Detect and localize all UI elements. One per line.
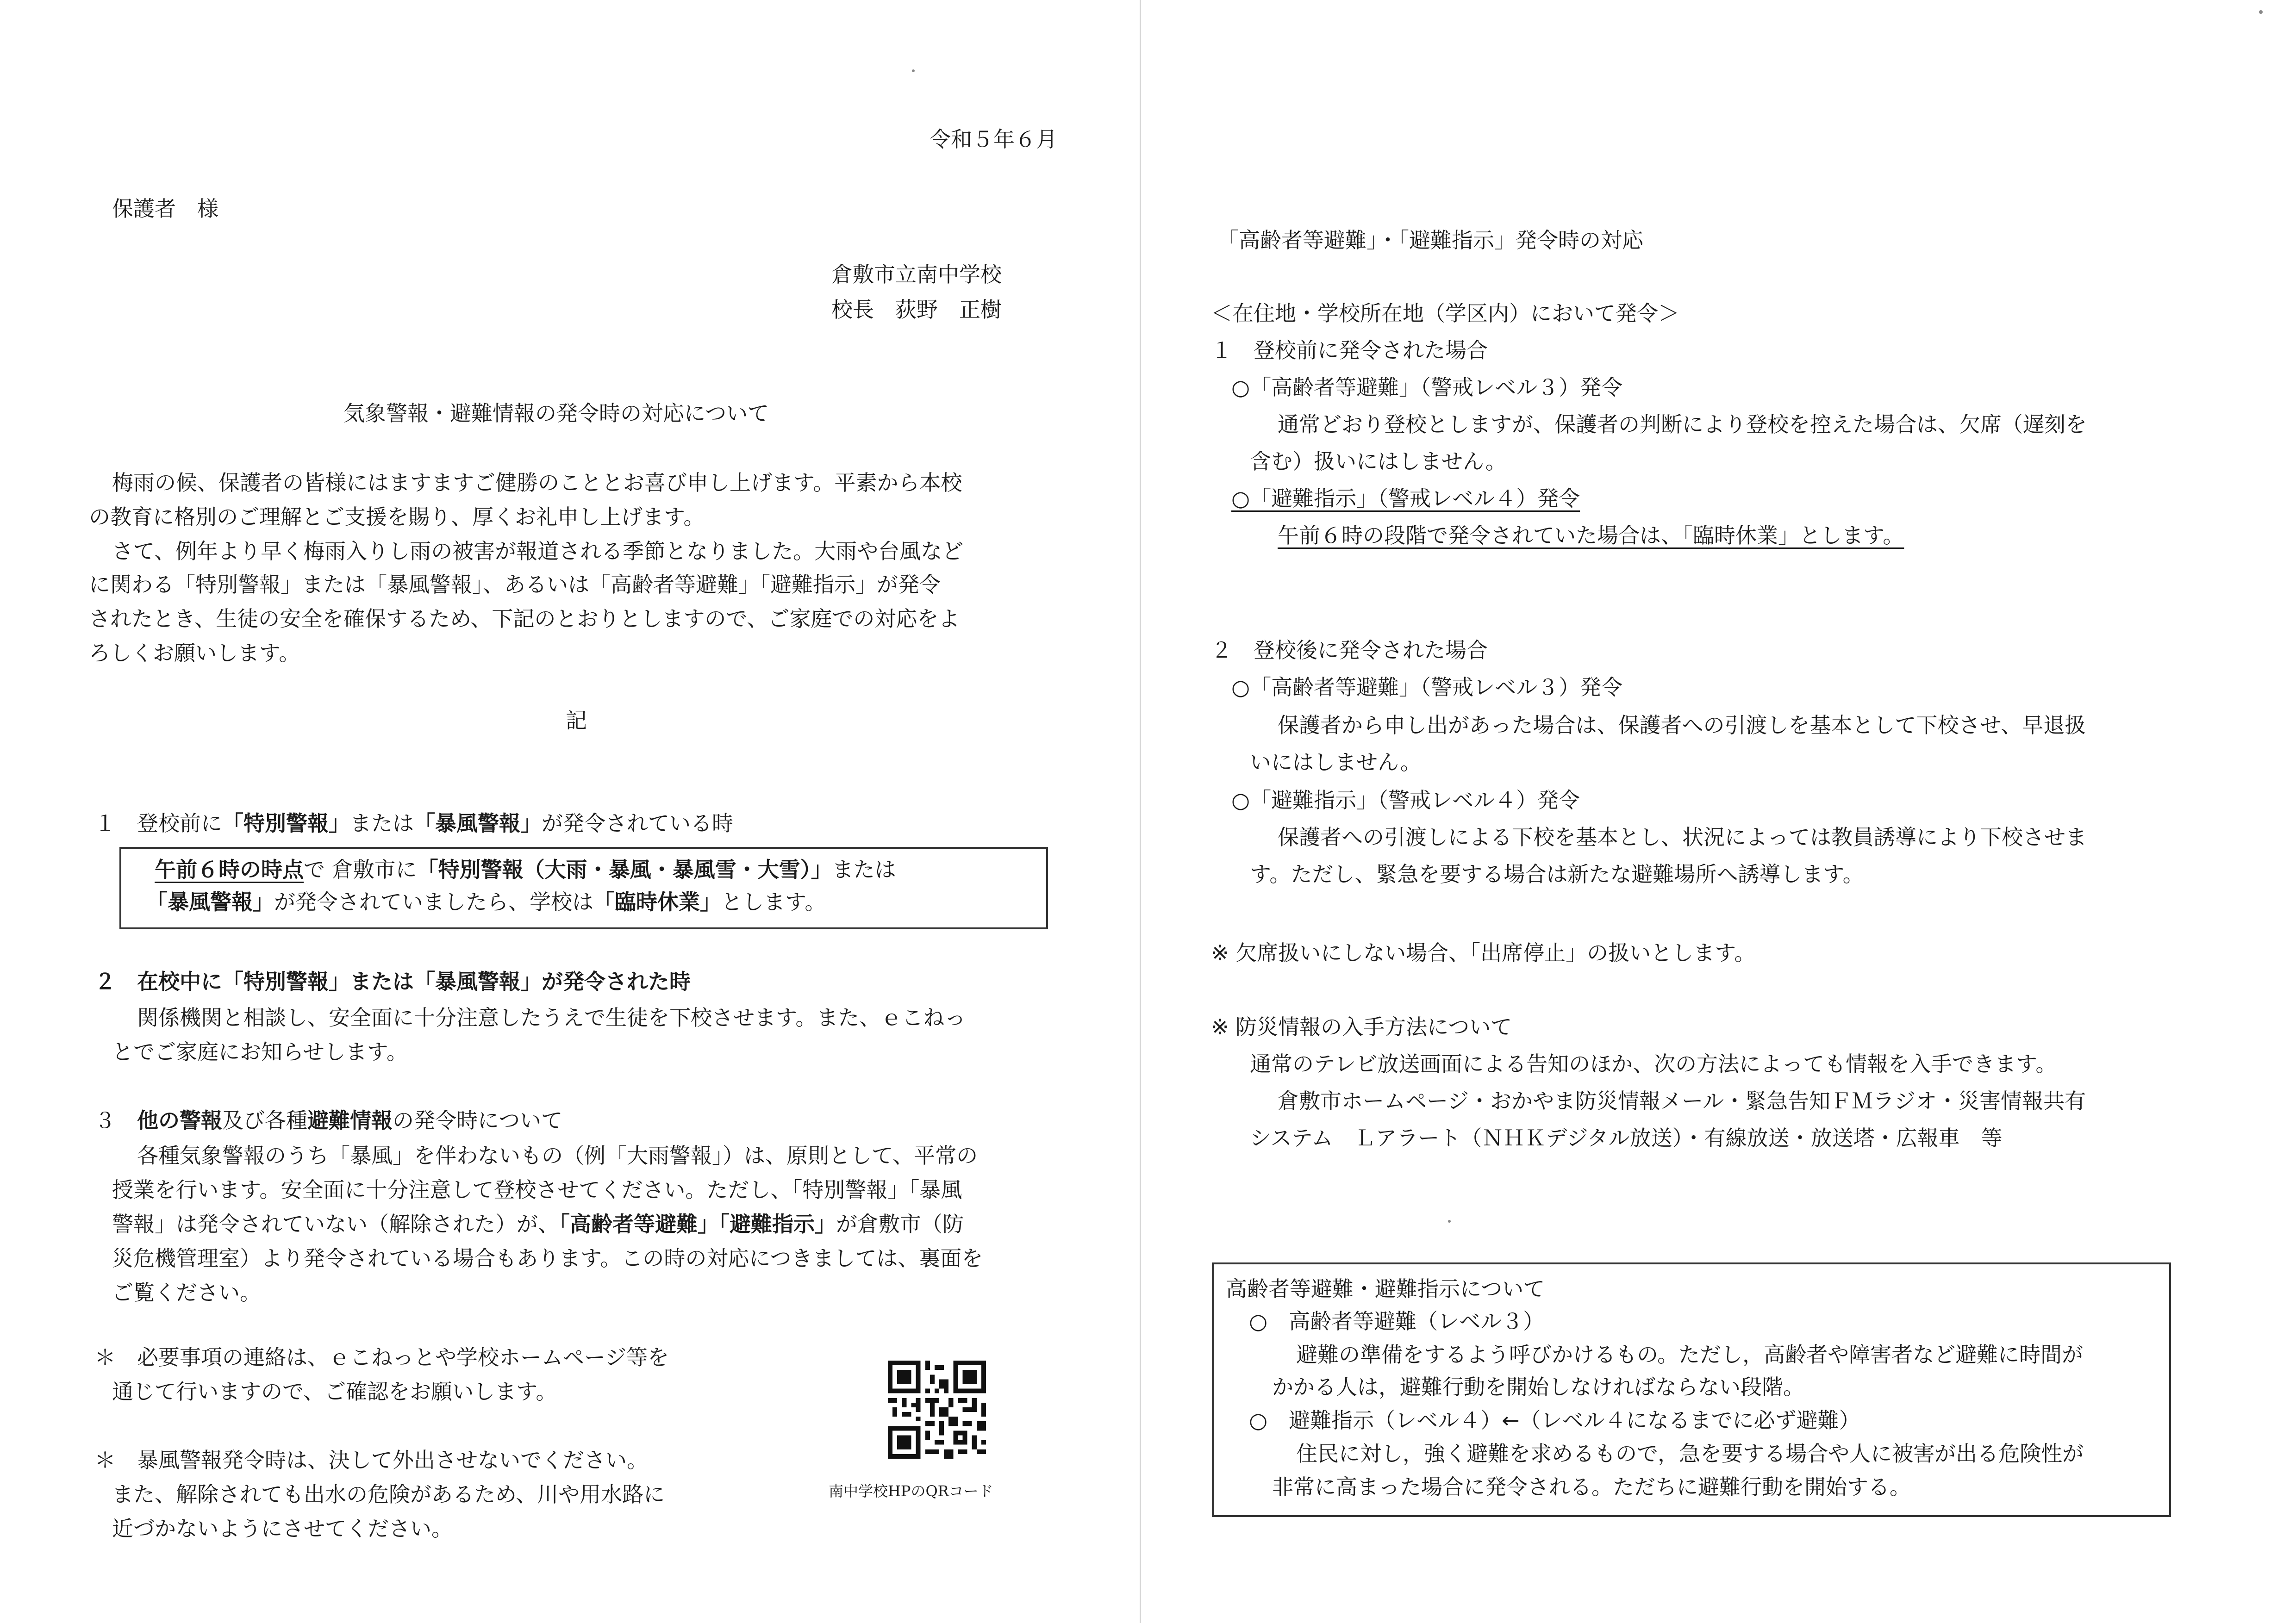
section-number: １ [94, 811, 116, 836]
info-method-line: システム Ｌアラート（ＮＨＫデジタル放送）・有線放送・放送塔・広報車 等 [1250, 1126, 2003, 1150]
evacuation-item-heading: ○ 避難指示（レベル４）←（レベル４になるまでに必ず避難） [1249, 1408, 1860, 1433]
intro-line: の教育に格別のご理解とご支援を賜り、厚くお礼申し上げます。 [89, 504, 705, 529]
asterisk-mark: ＊ [94, 1345, 116, 1370]
intro-line: に関わる「特別警報」または「暴風警報」、あるいは「高齢者等避難」「避難指示」が発令 [89, 572, 941, 597]
case-2-evacuation-heading: ○「避難指示」（警戒レベル４）発令 [1231, 788, 1580, 813]
section-1-box-line: 「暴風警報」が発令されていましたら、学校は「臨時休業」とします。 [146, 889, 826, 914]
scan-speck [912, 69, 915, 72]
evacuation-item-line: 非常に高まった場合に発令される。ただちに避難行動を開始する。 [1272, 1474, 1911, 1499]
intro-line: されたとき、生徒の安全を確保するため、下記のとおりとしますので、ご家庭での対応をよ [89, 606, 960, 631]
info-method-heading: ※ 防災情報の入手方法について [1211, 1014, 1512, 1039]
section-number: ３ [94, 1108, 116, 1133]
asterisk-mark: ＊ [94, 1448, 116, 1473]
page-fold-divider [1140, 0, 1141, 1623]
case-1-line: 含む）扱いにはしません。 [1250, 449, 1507, 474]
case-2-line: 保護者への引渡しによる下校を基本とし、状況によっては教員誘導により下校させま [1278, 825, 2087, 850]
evacuation-item-heading: ○ 高齢者等避難（レベル３） [1249, 1309, 1545, 1334]
case-1-line: 通常どおり登校としますが、保護者の判断により登校を控えた場合は、欠席（遅刻を [1278, 412, 2087, 437]
right-title: 「高齢者等避難」・「避難指示」発令時の対応 [1217, 228, 1643, 253]
section-3-line: 警報」は発令されていない（解除された）が、「高齢者等避難」「避難指示」が倉敷市（防 [112, 1212, 964, 1237]
evacuation-item-line: 住民に対し，強く避難を求めるもので，急を要する場合や人に被害が出る危険性が [1296, 1441, 2084, 1466]
case-2-line: いにはしません。 [1250, 750, 1422, 775]
intro-line: 梅雨の候、保護者の皆様にはますますご健勝のこととお喜び申し上げます。平素から本校 [112, 470, 962, 495]
case-1-heading: １ 登校前に発令された場合 [1211, 338, 1488, 363]
case-2-heading: ２ 登校後に発令された場合 [1211, 638, 1488, 663]
case-2-elderly-heading: ○「高齢者等避難」（警戒レベル３）発令 [1231, 675, 1623, 700]
section-3-line: 授業を行います。安全面に十分注意して登校させてください。ただし、「特別警報」「暴風 [112, 1177, 962, 1202]
note-2-line: 近づかないようにさせてください。 [112, 1516, 453, 1541]
note-1-line: 通じて行いますので、ご確認をお願いします。 [112, 1379, 557, 1404]
school-name: 倉敷市立南中学校 [831, 262, 1002, 287]
section-3-line: 災危機管理室）より発令されている場合もあります。この時の対応につきましては、裏面を [112, 1246, 983, 1271]
recipient: 保護者 様 [112, 196, 218, 221]
date: 令和５年６月 [930, 127, 1057, 152]
principal-name: 校長 荻野 正樹 [831, 297, 1002, 322]
section-2-heading: ２ 在校中に「特別警報」または「暴風警報」が発令された時 [94, 969, 691, 994]
intro-line: さて、例年より早く梅雨入りし雨の被害が報道される季節となりました。大雨や台風など [112, 539, 964, 564]
case-1-elderly-heading: ○「高齢者等避難」（警戒レベル３）発令 [1231, 375, 1623, 400]
qr-caption: 南中学校HPのQRコード [829, 1482, 993, 1500]
section-number: ２ [94, 969, 116, 994]
qr-code [888, 1361, 986, 1459]
intro-line: ろしくお願いします。 [89, 640, 300, 665]
absence-note: ※ 欠席扱いにしない場合、「出席停止」の扱いとします。 [1211, 940, 1756, 965]
section-2-line: 関係機関と相談し、安全面に十分注意したうえで生徒を下校させます。また、ｅこねっ [137, 1005, 966, 1030]
case-1-evacuation-heading: ○「避難指示」（警戒レベル４）発令 [1231, 486, 1580, 511]
evacuation-item-line: 避難の準備をするよう呼びかけるもの。ただし，高齢者や障害者など避難に時間が [1296, 1342, 2084, 1367]
note-1-line: ＊ 必要事項の連絡は、ｅこねっとや学校ホームページ等を [94, 1345, 669, 1370]
ki-heading: 記 [566, 708, 587, 733]
info-method-line: 倉敷市ホームページ・おかやま防災情報メール・緊急告知ＦＭラジオ・災害情報共有 [1278, 1088, 2086, 1113]
evacuation-item-line: かかる人は，避難行動を開始しなければならない段階。 [1272, 1374, 1804, 1399]
scan-speck [2259, 10, 2263, 14]
section-2-line: とでご家庭にお知らせします。 [112, 1039, 408, 1064]
case-2-line: す。ただし、緊急を要する場合は新たな避難場所へ誘導します。 [1250, 862, 1864, 887]
scan-speck [1448, 1220, 1451, 1223]
area-heading: ＜在住地・学校所在地（学区内）において発令＞ [1211, 301, 1679, 326]
section-3-heading: ３ 他の警報及び各種避難情報の発令時について [94, 1108, 563, 1133]
document-title: 気象警報・避難情報の発令時の対応について [343, 401, 769, 426]
section-3-line: 各種気象警報のうち「暴風」を伴わないもの（例「大雨警報」）は、原則として、平常の [137, 1143, 978, 1168]
section-1-heading: １ 登校前に「特別警報」または「暴風警報」が発令されている時 [94, 811, 733, 836]
section-3-line: ご覧ください。 [112, 1280, 261, 1305]
section-1-box-line: 午前６時の時点で 倉敷市に「特別警報（大雨・暴風・暴風雪・大雪）」または [155, 857, 896, 882]
case-1-line: 午前６時の段階で発令されていた場合は、「臨時休業」とします。 [1278, 523, 1904, 548]
note-2-line: また、解除されても出水の危険があるため、川や用水路に [112, 1482, 665, 1507]
case-2-line: 保護者から申し出があった場合は、保護者への引渡しを基本として下校させ、早退扱 [1278, 713, 2086, 738]
evacuation-info-title: 高齢者等避難・避難指示について [1226, 1276, 1545, 1301]
note-2-line: ＊ 暴風警報発令時は、決して外出させないでください。 [94, 1448, 648, 1473]
info-method-line: 通常のテレビ放送画面による告知のほか、次の方法によっても情報を入手できます。 [1250, 1051, 2057, 1076]
